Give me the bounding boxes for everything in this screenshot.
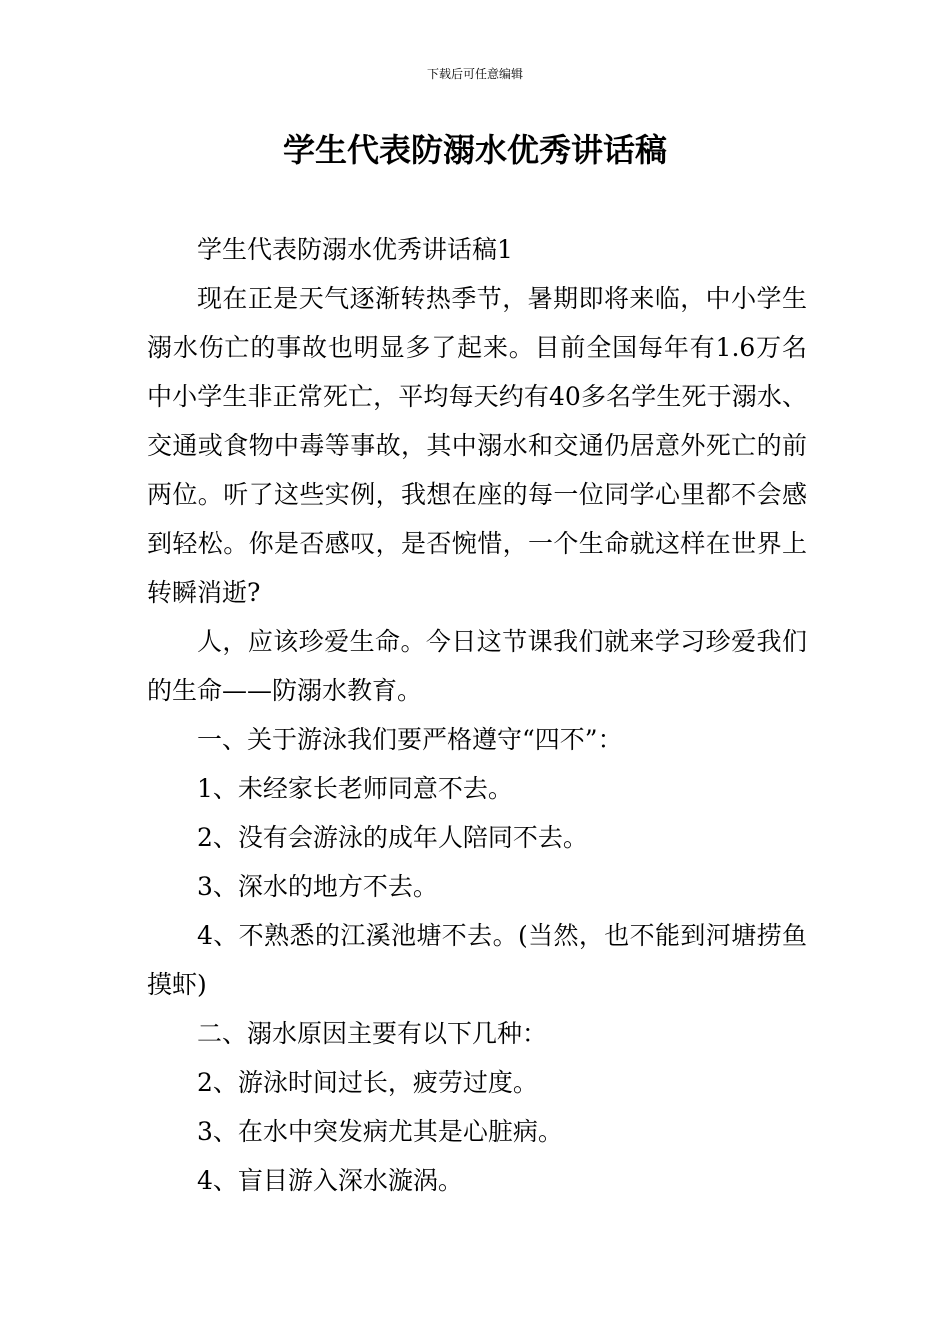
list-item: 2、没有会游泳的成年人陪同不去。 bbox=[197, 823, 588, 852]
list-item: 4、盲目游入深水漩涡。 bbox=[197, 1166, 463, 1195]
paragraph-intro: 现在正是天气逐渐转热季节，暑期即将来临，中小学生溺水伤亡的事故也明显多了起来。目前全国每年有1.6万名中小学生非正常死亡，平均每天约有40多名学生死于溺水、交通或食物中毒等事故，其中溺水和交通仍居意外死亡的前两位。听了这些实例，我想在座的每一位同学心里都不会感到轻松。你是否感叹，是否惋惜，一个生命就这样在世界上转瞬消逝? bbox=[147, 284, 807, 607]
paragraph-cherish-life: 人，应该珍爱生命。今日这节课我们就来学习珍爱我们的生命——防溺水教育。 bbox=[147, 627, 807, 705]
list-item: 2、游泳时间过长，疲劳过度。 bbox=[197, 1068, 538, 1097]
document-body bbox=[147, 225, 807, 1205]
list-item: 1、未经家长老师同意不去。 bbox=[197, 774, 513, 803]
list-item: 3、在水中突发病尤其是心脏病。 bbox=[197, 1117, 563, 1146]
paragraph-subtitle: 学生代表防溺水优秀讲话稿1 bbox=[197, 235, 513, 264]
list-item: 4、不熟悉的江溪池塘不去。(当然，也不能到河塘捞鱼摸虾) bbox=[147, 921, 807, 999]
section-heading-four-nots: 一、关于游泳我们要严格遵守“四不”： bbox=[197, 725, 623, 754]
header-note: 下载后可任意编辑 bbox=[426, 67, 523, 81]
list-item: 3、深水的地方不去。 bbox=[197, 872, 438, 901]
section-heading-causes: 二、溺水原因主要有以下几种： bbox=[197, 1019, 548, 1048]
document-title: 学生代表防溺水优秀讲话稿 bbox=[282, 131, 667, 169]
